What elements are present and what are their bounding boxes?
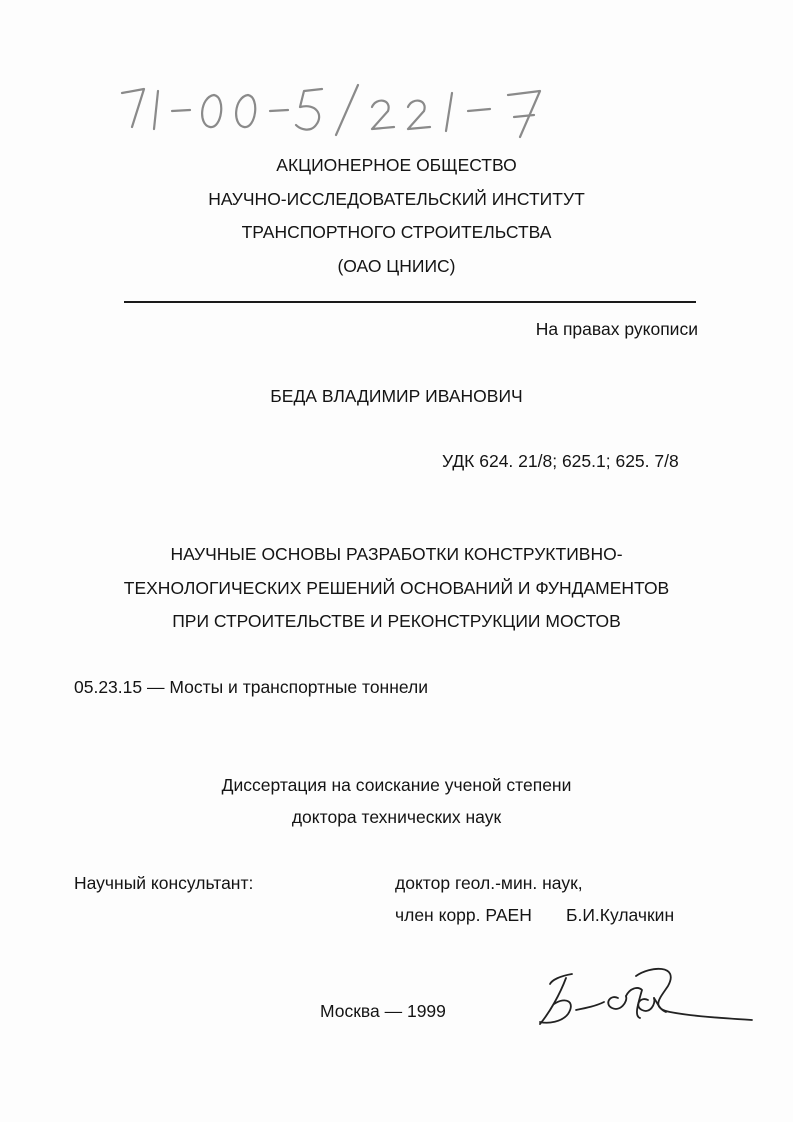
archive-code-handwriting (110, 75, 570, 155)
place-year: Москва — 1999 (320, 1001, 446, 1021)
udc-code: УДК 624. 21/8; 625.1; 625. 7/8 (442, 451, 679, 471)
degree-line-2: доктора технических наук (291, 807, 502, 827)
title-line-2: ТЕХНОЛОГИЧЕСКИХ РЕШЕНИЙ ОСНОВАНИЙ И ФУНДАМЕНТОВ (123, 578, 670, 598)
rights-note: На правах рукописи (535, 319, 698, 339)
organization-line-3: ТРАНСПОРТНОГО СТРОИТЕЛЬСТВА (241, 222, 552, 242)
organization-line-4: (ОАО ЦНИИС) (337, 256, 456, 276)
consultant-position: член корр. РАЕН (395, 905, 532, 925)
header-divider (124, 301, 696, 303)
consultant-degree: доктор геол.-мин. наук, (395, 873, 583, 893)
author-signature (530, 960, 760, 1040)
degree-line-1: Диссертация на соискание ученой степени (221, 775, 572, 795)
title-line-3: ПРИ СТРОИТЕЛЬСТВЕ И РЕКОНСТРУКЦИИ МОСТОВ (172, 611, 621, 631)
specialty: 05.23.15 — Мосты и транспортные тоннели (74, 677, 429, 697)
consultant-label: Научный консультант: (74, 873, 254, 893)
consultant-name: Б.И.Кулачкин (566, 905, 675, 925)
author-name: БЕДА ВЛАДИМИР ИВАНОВИЧ (270, 386, 523, 406)
title-line-1: НАУЧНЫЕ ОСНОВЫ РАЗРАБОТКИ КОНСТРУКТИВНО- (170, 544, 623, 564)
organization-line-1: АКЦИОНЕРНОЕ ОБЩЕСТВО (276, 155, 517, 175)
organization-line-2: НАУЧНО-ИССЛЕДОВАТЕЛЬСКИЙ ИНСТИТУТ (208, 189, 585, 209)
